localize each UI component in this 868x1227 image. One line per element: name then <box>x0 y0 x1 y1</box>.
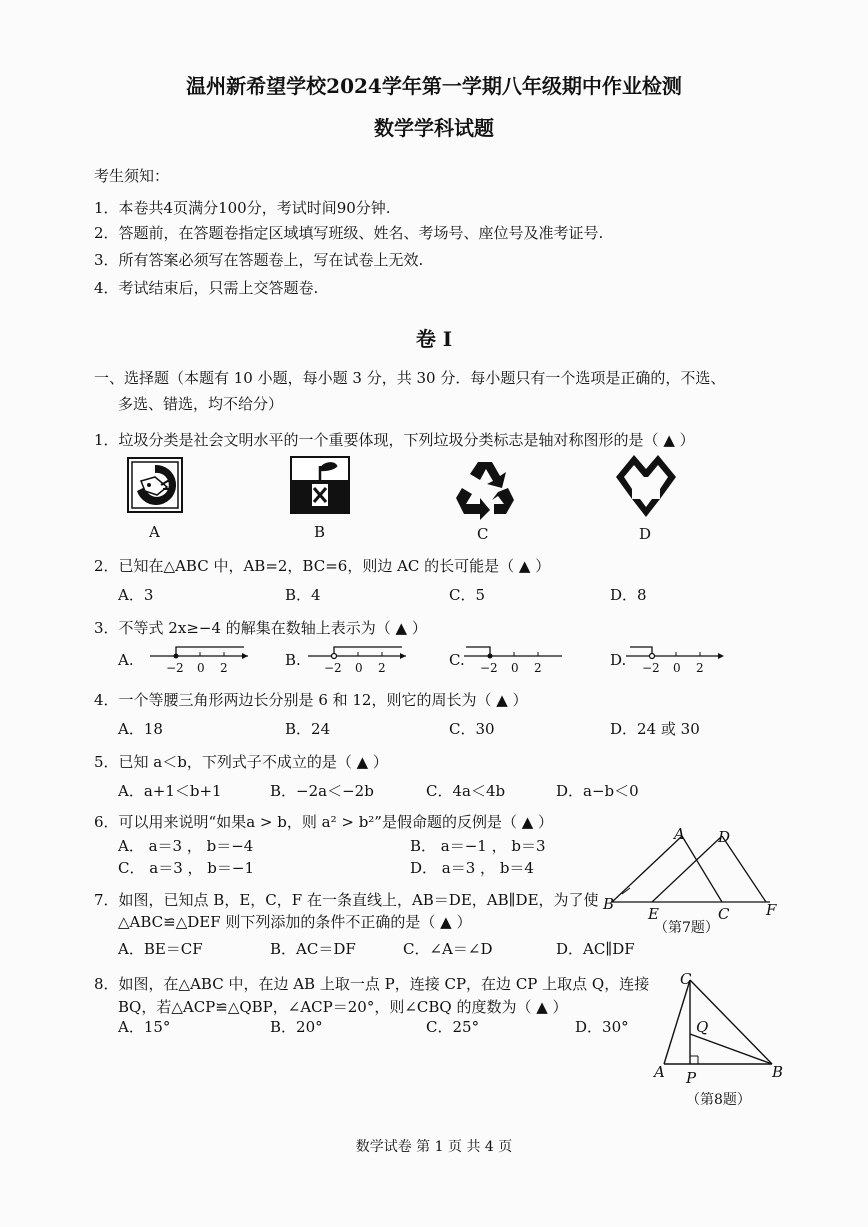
q4-option-a: A．18 <box>118 720 163 738</box>
q5-option-c: C．4a＜4b <box>426 782 506 800</box>
q8-option-a: A．15° <box>118 1018 171 1036</box>
q2-option-c: C．5 <box>449 586 486 604</box>
q2-option-d: D．8 <box>610 586 647 604</box>
exam-title: 温州新希望学校2024学年第一学期八年级期中作业检测 <box>186 74 682 98</box>
q4-option-b: B．24 <box>285 720 331 738</box>
q8-point-p: P <box>686 1069 697 1087</box>
q8-caption: （第8题） <box>686 1092 751 1108</box>
q8-point-b: B <box>772 1063 784 1081</box>
q8-point-a: A <box>654 1063 665 1081</box>
q7-point-b: B <box>603 895 615 913</box>
q6-option-d: D． a＝3 ， b＝4 <box>410 859 534 877</box>
q5-stem: 5．已知 a＜b，下列式子不成立的是（ ▲ ） <box>94 753 388 771</box>
q7-option-d: D．AC∥DF <box>556 940 635 958</box>
section-instructions-line1: 一、选择题（本题有 10 小题，每小题 3 分，共 30 分．每小题只有一个选项是正确的，不选、 <box>94 369 726 387</box>
q4-stem: 4．一个等腰三角形两边长分别是 6 和 12，则它的周长为（ ▲ ） <box>94 691 528 709</box>
q3a-tick-0: 0 <box>197 661 205 675</box>
q6-option-b: B． a＝−1 ， b＝3 <box>410 837 546 855</box>
other-waste-icon <box>614 453 678 519</box>
page-footer: 数学试卷 第 1 页 共 4 页 <box>355 1139 513 1155</box>
q7-stem-line1: 7．如图，已知点 B，E，C，F 在一条直线上，AB＝DE，AB∥DE，为了使 <box>94 891 599 909</box>
q3a-tick-2: 2 <box>220 661 228 675</box>
q3-option-a: A. <box>118 651 134 669</box>
q4-option-c: C．30 <box>449 720 495 738</box>
section-instructions-line2: 多选、错选，均不给分） <box>118 395 284 413</box>
q6-option-a: A． a＝3 ， b＝−4 <box>118 837 254 855</box>
q3d-tick-neg2: −2 <box>642 661 660 675</box>
q8-point-q: Q <box>696 1018 709 1036</box>
q3-option-c: C. <box>449 651 465 669</box>
q8-figure <box>650 976 780 1068</box>
q7-option-c: C．∠A＝∠D <box>403 940 493 958</box>
q1-label-c: C <box>477 525 489 543</box>
q2-option-b: B．4 <box>285 586 321 604</box>
q5-option-d: D．a−b＜0 <box>556 782 639 800</box>
q7-point-f: F <box>766 901 777 919</box>
q3d-tick-2: 2 <box>696 661 704 675</box>
q1-label-a: A <box>149 523 160 541</box>
q8-point-c: C <box>680 970 692 988</box>
q3c-tick-2: 2 <box>534 661 542 675</box>
q6-option-c: C． a＝3 ， b＝−1 <box>118 859 254 877</box>
q2-option-a: A．3 <box>118 586 154 604</box>
exam-subtitle: 数学学科试题 <box>374 116 494 140</box>
q7-figure <box>600 826 780 916</box>
q7-option-a: A．BE＝CF <box>118 940 203 958</box>
q7-option-b: B．AC＝DF <box>270 940 356 958</box>
recycle-icon <box>452 458 518 520</box>
q7-stem-line2: △ABC≌△DEF 则下列添加的条件不正确的是（ ▲ ） <box>118 913 472 931</box>
q7-point-e: E <box>648 905 659 923</box>
q7-point-a: A <box>674 825 685 843</box>
kitchen-waste-icon <box>127 457 183 513</box>
part-title: 卷 I <box>415 327 453 351</box>
q3-option-b: B. <box>285 651 301 669</box>
q3c-tick-0: 0 <box>511 661 519 675</box>
q2-stem: 2．已知在△ABC 中，AB=2，BC=6，则边 AC 的长可能是（ ▲ ） <box>94 557 551 575</box>
q3-option-d: D. <box>610 651 627 669</box>
q1-label-d: D <box>639 525 652 543</box>
q4-option-d: D．24 或 30 <box>610 720 700 738</box>
q8-option-d: D．30° <box>575 1018 629 1036</box>
q6-stem: 6．可以用来说明“如果a > b，则 a² > b²”是假命题的反例是（ ▲ ） <box>94 813 554 831</box>
q8-stem-line2: BQ，若△ACP≌△QBP，∠ACP＝20°，则∠CBQ 的度数为（ ▲ ） <box>118 998 568 1016</box>
hazardous-waste-icon <box>290 456 350 514</box>
q3b-tick-0: 0 <box>355 661 363 675</box>
q3b-tick-2: 2 <box>378 661 386 675</box>
notice-item-3: 3．所有答案必须写在答题卷上，写在试卷上无效. <box>94 251 424 269</box>
notice-item-2: 2．答题前，在答题卷指定区域填写班级、姓名、考场号、座位号及准考证号. <box>94 224 604 242</box>
q3b-tick-neg2: −2 <box>324 661 342 675</box>
notice-item-1: 1．本卷共4页满分100分，考试时间90分钟. <box>94 199 391 217</box>
q3a-tick-neg2: −2 <box>166 661 184 675</box>
q3c-tick-neg2: −2 <box>480 661 498 675</box>
q3-stem: 3．不等式 2x≥−4 的解集在数轴上表示为（ ▲ ） <box>94 619 427 637</box>
q7-point-d: D <box>718 828 731 846</box>
q5-option-b: B．−2a＜−2b <box>270 782 374 800</box>
notice-item-4: 4．考试结束后，只需上交答题卷. <box>94 279 319 297</box>
q8-option-c: C．25° <box>426 1018 480 1036</box>
q3d-tick-0: 0 <box>673 661 681 675</box>
q8-stem-line1: 8．如图，在△ABC 中，在边 AB 上取一点 P，连接 CP，在边 CP 上取点 Q，连接 <box>94 975 650 993</box>
q5-option-a: A．a+1＜b+1 <box>118 782 222 800</box>
notice-heading: 考生须知： <box>94 167 170 185</box>
q8-option-b: B．20° <box>270 1018 323 1036</box>
q1-stem: 1．垃圾分类是社会文明水平的一个重要体现，下列垃圾分类标志是轴对称图形的是（ ▲ ） <box>94 431 695 449</box>
q7-caption: （第7题） <box>654 920 719 936</box>
q1-label-b: B <box>314 523 326 541</box>
q7-point-c: C <box>718 905 730 923</box>
